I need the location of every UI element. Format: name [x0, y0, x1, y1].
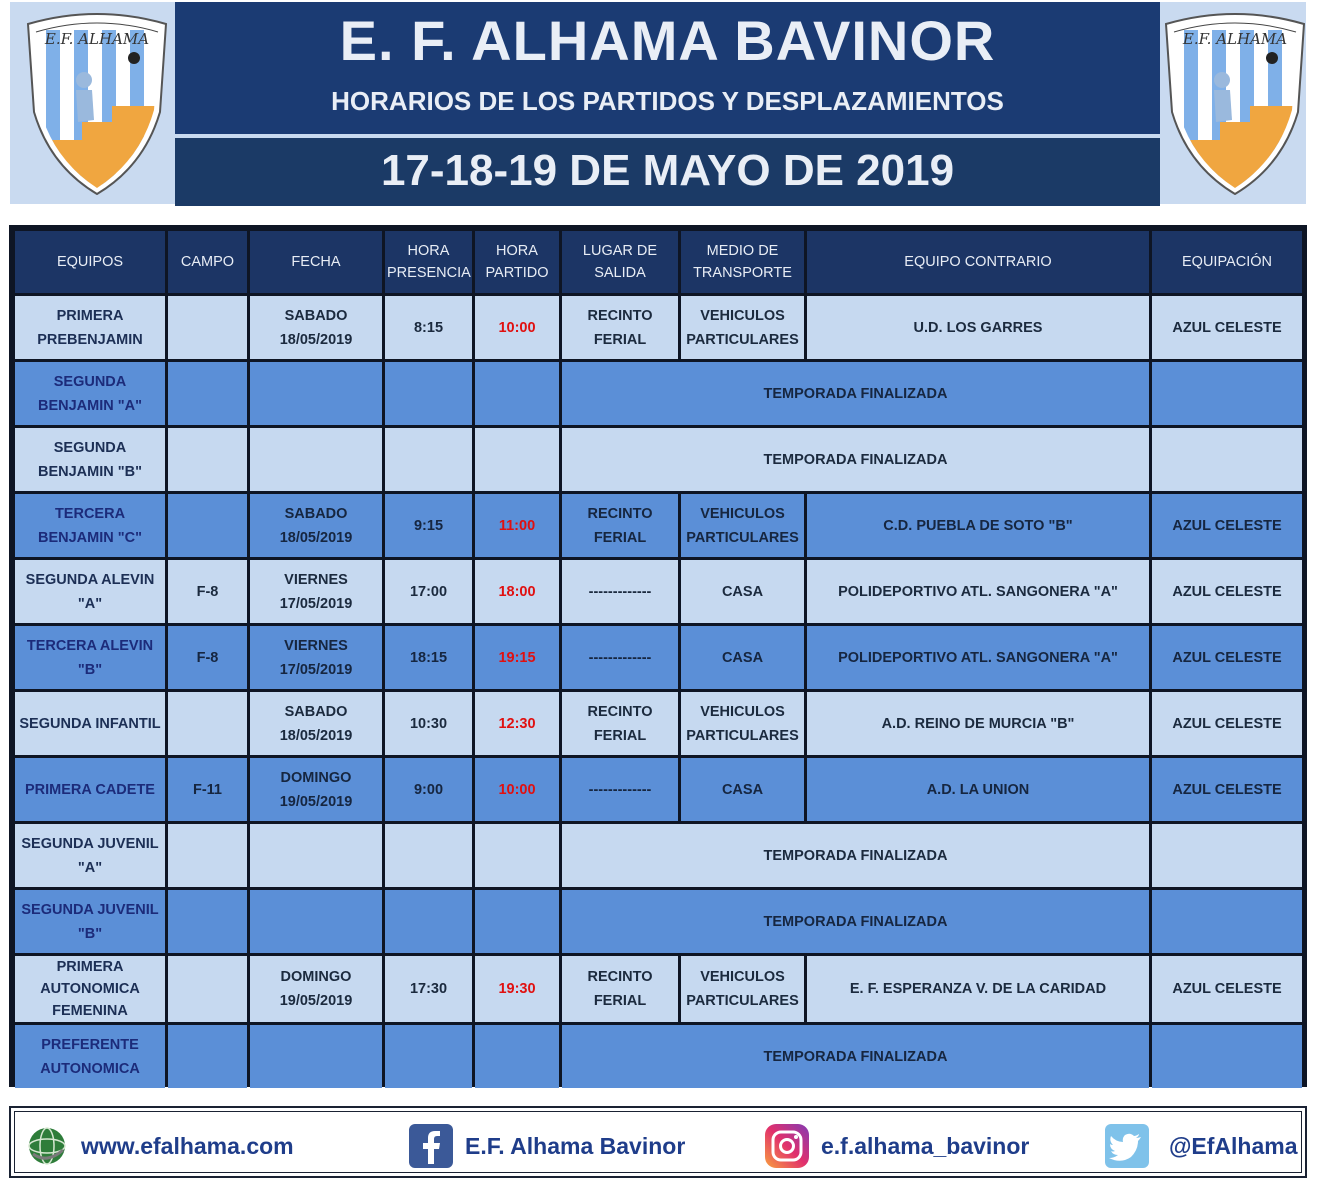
fecha	[250, 824, 382, 887]
team-name: SEGUNDA BENJAMIN "B"	[15, 428, 165, 491]
hora-presencia	[385, 890, 472, 953]
hora-partido: 19:15	[475, 626, 559, 689]
facebook-handle[interactable]: E.F. Alhama Bavinor	[465, 1132, 686, 1159]
equipo-contrario: E. F. ESPERANZA V. DE LA CARIDAD	[807, 956, 1149, 1022]
equipacion	[1152, 362, 1302, 425]
table-row	[15, 362, 1302, 425]
campo	[168, 890, 247, 953]
equipo-contrario: C.D. PUEBLA DE SOTO "B"	[807, 494, 1149, 557]
hora-presencia: 18:15	[385, 626, 472, 689]
team-name: SEGUNDA JUVENIL "B"	[15, 890, 165, 953]
equipacion: AZUL CELESTE	[1152, 626, 1302, 689]
hora-presencia: 10:30	[385, 692, 472, 755]
website-link[interactable]: www.efalhama.com	[81, 1132, 294, 1159]
fecha: VIERNES 17/05/2019	[250, 560, 382, 623]
equipo-contrario: A.D. REINO DE MURCIA "B"	[807, 692, 1149, 755]
club-crest-right	[1160, 10, 1310, 195]
title-top-panel	[175, 2, 1160, 134]
fecha: DOMINGO 19/05/2019	[250, 956, 382, 1022]
page-subtitle: HORARIOS DE LOS PARTIDOS Y DESPLAZAMIENTOS	[331, 86, 1004, 116]
lugar-salida: -------------	[562, 560, 678, 623]
hora-presencia	[385, 362, 472, 425]
equipacion: AZUL CELESTE	[1152, 494, 1302, 557]
fecha: DOMINGO 19/05/2019	[250, 758, 382, 821]
col-header-fecha: FECHA	[250, 231, 382, 293]
hora-partido	[475, 824, 559, 887]
date-title: 17-18-19 DE MAYO DE 2019	[380, 146, 955, 195]
globe-icon	[23, 1124, 71, 1168]
team-name: PRIMERA PREBENJAMIN	[15, 296, 165, 359]
footer-facebook[interactable]	[407, 1126, 685, 1166]
team-name: TERCERA BENJAMIN "C"	[15, 494, 165, 557]
campo: F-8	[168, 560, 247, 623]
hora-presencia: 17:00	[385, 560, 472, 623]
col-header-lugar-salida: LUGAR DE SALIDA	[562, 231, 678, 293]
hora-partido: 11:00	[475, 494, 559, 557]
schedule-table	[9, 225, 1307, 1087]
header-banner	[10, 2, 1306, 204]
lugar-salida: RECINTO FERIAL	[562, 494, 678, 557]
hora-partido	[475, 1025, 559, 1088]
col-header-hora-presencia: HORA PRESENCIA	[385, 231, 472, 293]
lugar-salida: RECINTO FERIAL	[562, 296, 678, 359]
equipo-contrario: POLIDEPORTIVO ATL. SANGONERA "A"	[807, 560, 1149, 623]
campo	[168, 296, 247, 359]
equipacion: AZUL CELESTE	[1152, 560, 1302, 623]
hora-presencia: 17:30	[385, 956, 472, 1022]
equipo-contrario: A.D. LA UNION	[807, 758, 1149, 821]
lugar-salida: RECINTO FERIAL	[562, 692, 678, 755]
campo	[168, 494, 247, 557]
medio-transporte: VEHICULOS PARTICULARES	[681, 494, 804, 557]
instagram-handle[interactable]: e.f.alhama_bavinor	[821, 1132, 1030, 1159]
table-row	[15, 956, 1302, 1022]
fecha: VIERNES 17/05/2019	[250, 626, 382, 689]
campo: F-8	[168, 626, 247, 689]
equipacion: AZUL CELESTE	[1152, 956, 1302, 1022]
equipacion: AZUL CELESTE	[1152, 296, 1302, 359]
hora-partido: 19:30	[475, 956, 559, 1022]
equipacion: AZUL CELESTE	[1152, 758, 1302, 821]
hora-presencia: 9:15	[385, 494, 472, 557]
col-header-medio-transporte: MEDIO DE TRANSPORTE	[681, 231, 804, 293]
team-name: PRIMERA CADETE	[15, 758, 165, 821]
campo	[168, 428, 247, 491]
table-row	[15, 824, 1302, 887]
equipo-contrario: POLIDEPORTIVO ATL. SANGONERA "A"	[807, 626, 1149, 689]
medio-transporte: CASA	[681, 560, 804, 623]
medio-transporte: CASA	[681, 758, 804, 821]
instagram-icon	[763, 1124, 811, 1168]
campo	[168, 1025, 247, 1088]
social-footer	[9, 1106, 1307, 1178]
twitter-icon	[1103, 1124, 1151, 1168]
campo	[168, 956, 247, 1022]
table-row	[15, 890, 1302, 953]
footer-instagram[interactable]	[763, 1126, 1029, 1166]
medio-transporte: VEHICULOS PARTICULARES	[681, 692, 804, 755]
club-crest-left	[22, 10, 172, 195]
crest-lettering: E.F. ALHAMA	[44, 30, 150, 48]
team-name: SEGUNDA BENJAMIN "A"	[15, 362, 165, 425]
equipacion	[1152, 1025, 1302, 1088]
hora-partido: 10:00	[475, 296, 559, 359]
equipacion	[1152, 890, 1302, 953]
date-panel	[175, 136, 1160, 206]
fecha: SABADO 18/05/2019	[250, 296, 382, 359]
col-header-hora-partido: HORA PARTIDO	[475, 231, 559, 293]
hora-partido: 10:00	[475, 758, 559, 821]
team-name: SEGUNDA INFANTIL	[15, 692, 165, 755]
facebook-icon	[407, 1124, 455, 1168]
team-name: SEGUNDA JUVENIL "A"	[15, 824, 165, 887]
medio-transporte: VEHICULOS PARTICULARES	[681, 296, 804, 359]
table-row	[15, 494, 1302, 557]
lugar-salida: RECINTO FERIAL	[562, 956, 678, 1022]
medio-transporte: VEHICULOS PARTICULARES	[681, 956, 804, 1022]
hora-partido	[475, 428, 559, 491]
crest-lettering: E.F. ALHAMA	[1182, 30, 1288, 48]
footer-twitter[interactable]	[1103, 1126, 1298, 1166]
fecha	[250, 1025, 382, 1088]
team-name: SEGUNDA ALEVIN "A"	[15, 560, 165, 623]
lugar-salida: -------------	[562, 758, 678, 821]
table-row	[15, 560, 1302, 623]
equipo-contrario: U.D. LOS GARRES	[807, 296, 1149, 359]
table-header-row	[15, 231, 1302, 293]
team-name: PRIMERA AUTONOMICA FEMENINA	[15, 956, 165, 1022]
fecha	[250, 428, 382, 491]
col-header-equipo-contrario: EQUIPO CONTRARIO	[807, 231, 1149, 293]
equipacion: AZUL CELESTE	[1152, 692, 1302, 755]
twitter-handle[interactable]: @EfAlhama	[1169, 1132, 1298, 1159]
col-header-campo: CAMPO	[168, 231, 247, 293]
footer-inner	[14, 1111, 1302, 1173]
equipacion	[1152, 428, 1302, 491]
hora-partido: 18:00	[475, 560, 559, 623]
season-over-note: TEMPORADA FINALIZADA	[562, 362, 1149, 425]
table-row	[15, 758, 1302, 821]
equipacion	[1152, 824, 1302, 887]
club-name: E. F. ALHAMA BAVINOR	[339, 9, 996, 72]
season-over-note: TEMPORADA FINALIZADA	[562, 890, 1149, 953]
season-over-note: TEMPORADA FINALIZADA	[562, 824, 1149, 887]
table-row	[15, 626, 1302, 689]
col-header-equipacion: EQUIPACIÓN	[1152, 231, 1302, 293]
title-block	[175, 2, 1160, 204]
table-row	[15, 296, 1302, 359]
hora-partido	[475, 362, 559, 425]
col-header-equipos: EQUIPOS	[15, 231, 165, 293]
hora-partido	[475, 890, 559, 953]
season-over-note: TEMPORADA FINALIZADA	[562, 428, 1149, 491]
footer-website[interactable]	[23, 1126, 294, 1166]
fecha	[250, 890, 382, 953]
campo: F-11	[168, 758, 247, 821]
table-row	[15, 1025, 1302, 1088]
campo	[168, 362, 247, 425]
season-over-note: TEMPORADA FINALIZADA	[562, 1025, 1149, 1088]
hora-presencia: 9:00	[385, 758, 472, 821]
hora-presencia: 8:15	[385, 296, 472, 359]
hora-presencia	[385, 1025, 472, 1088]
table-row	[15, 428, 1302, 491]
medio-transporte: CASA	[681, 626, 804, 689]
fecha	[250, 362, 382, 425]
team-name: PREFERENTE AUTONOMICA	[15, 1025, 165, 1088]
fecha: SABADO 18/05/2019	[250, 494, 382, 557]
campo	[168, 692, 247, 755]
hora-presencia	[385, 428, 472, 491]
lugar-salida: -------------	[562, 626, 678, 689]
fecha: SABADO 18/05/2019	[250, 692, 382, 755]
hora-presencia	[385, 824, 472, 887]
team-name: TERCERA ALEVIN "B"	[15, 626, 165, 689]
hora-partido: 12:30	[475, 692, 559, 755]
table-row	[15, 692, 1302, 755]
campo	[168, 824, 247, 887]
